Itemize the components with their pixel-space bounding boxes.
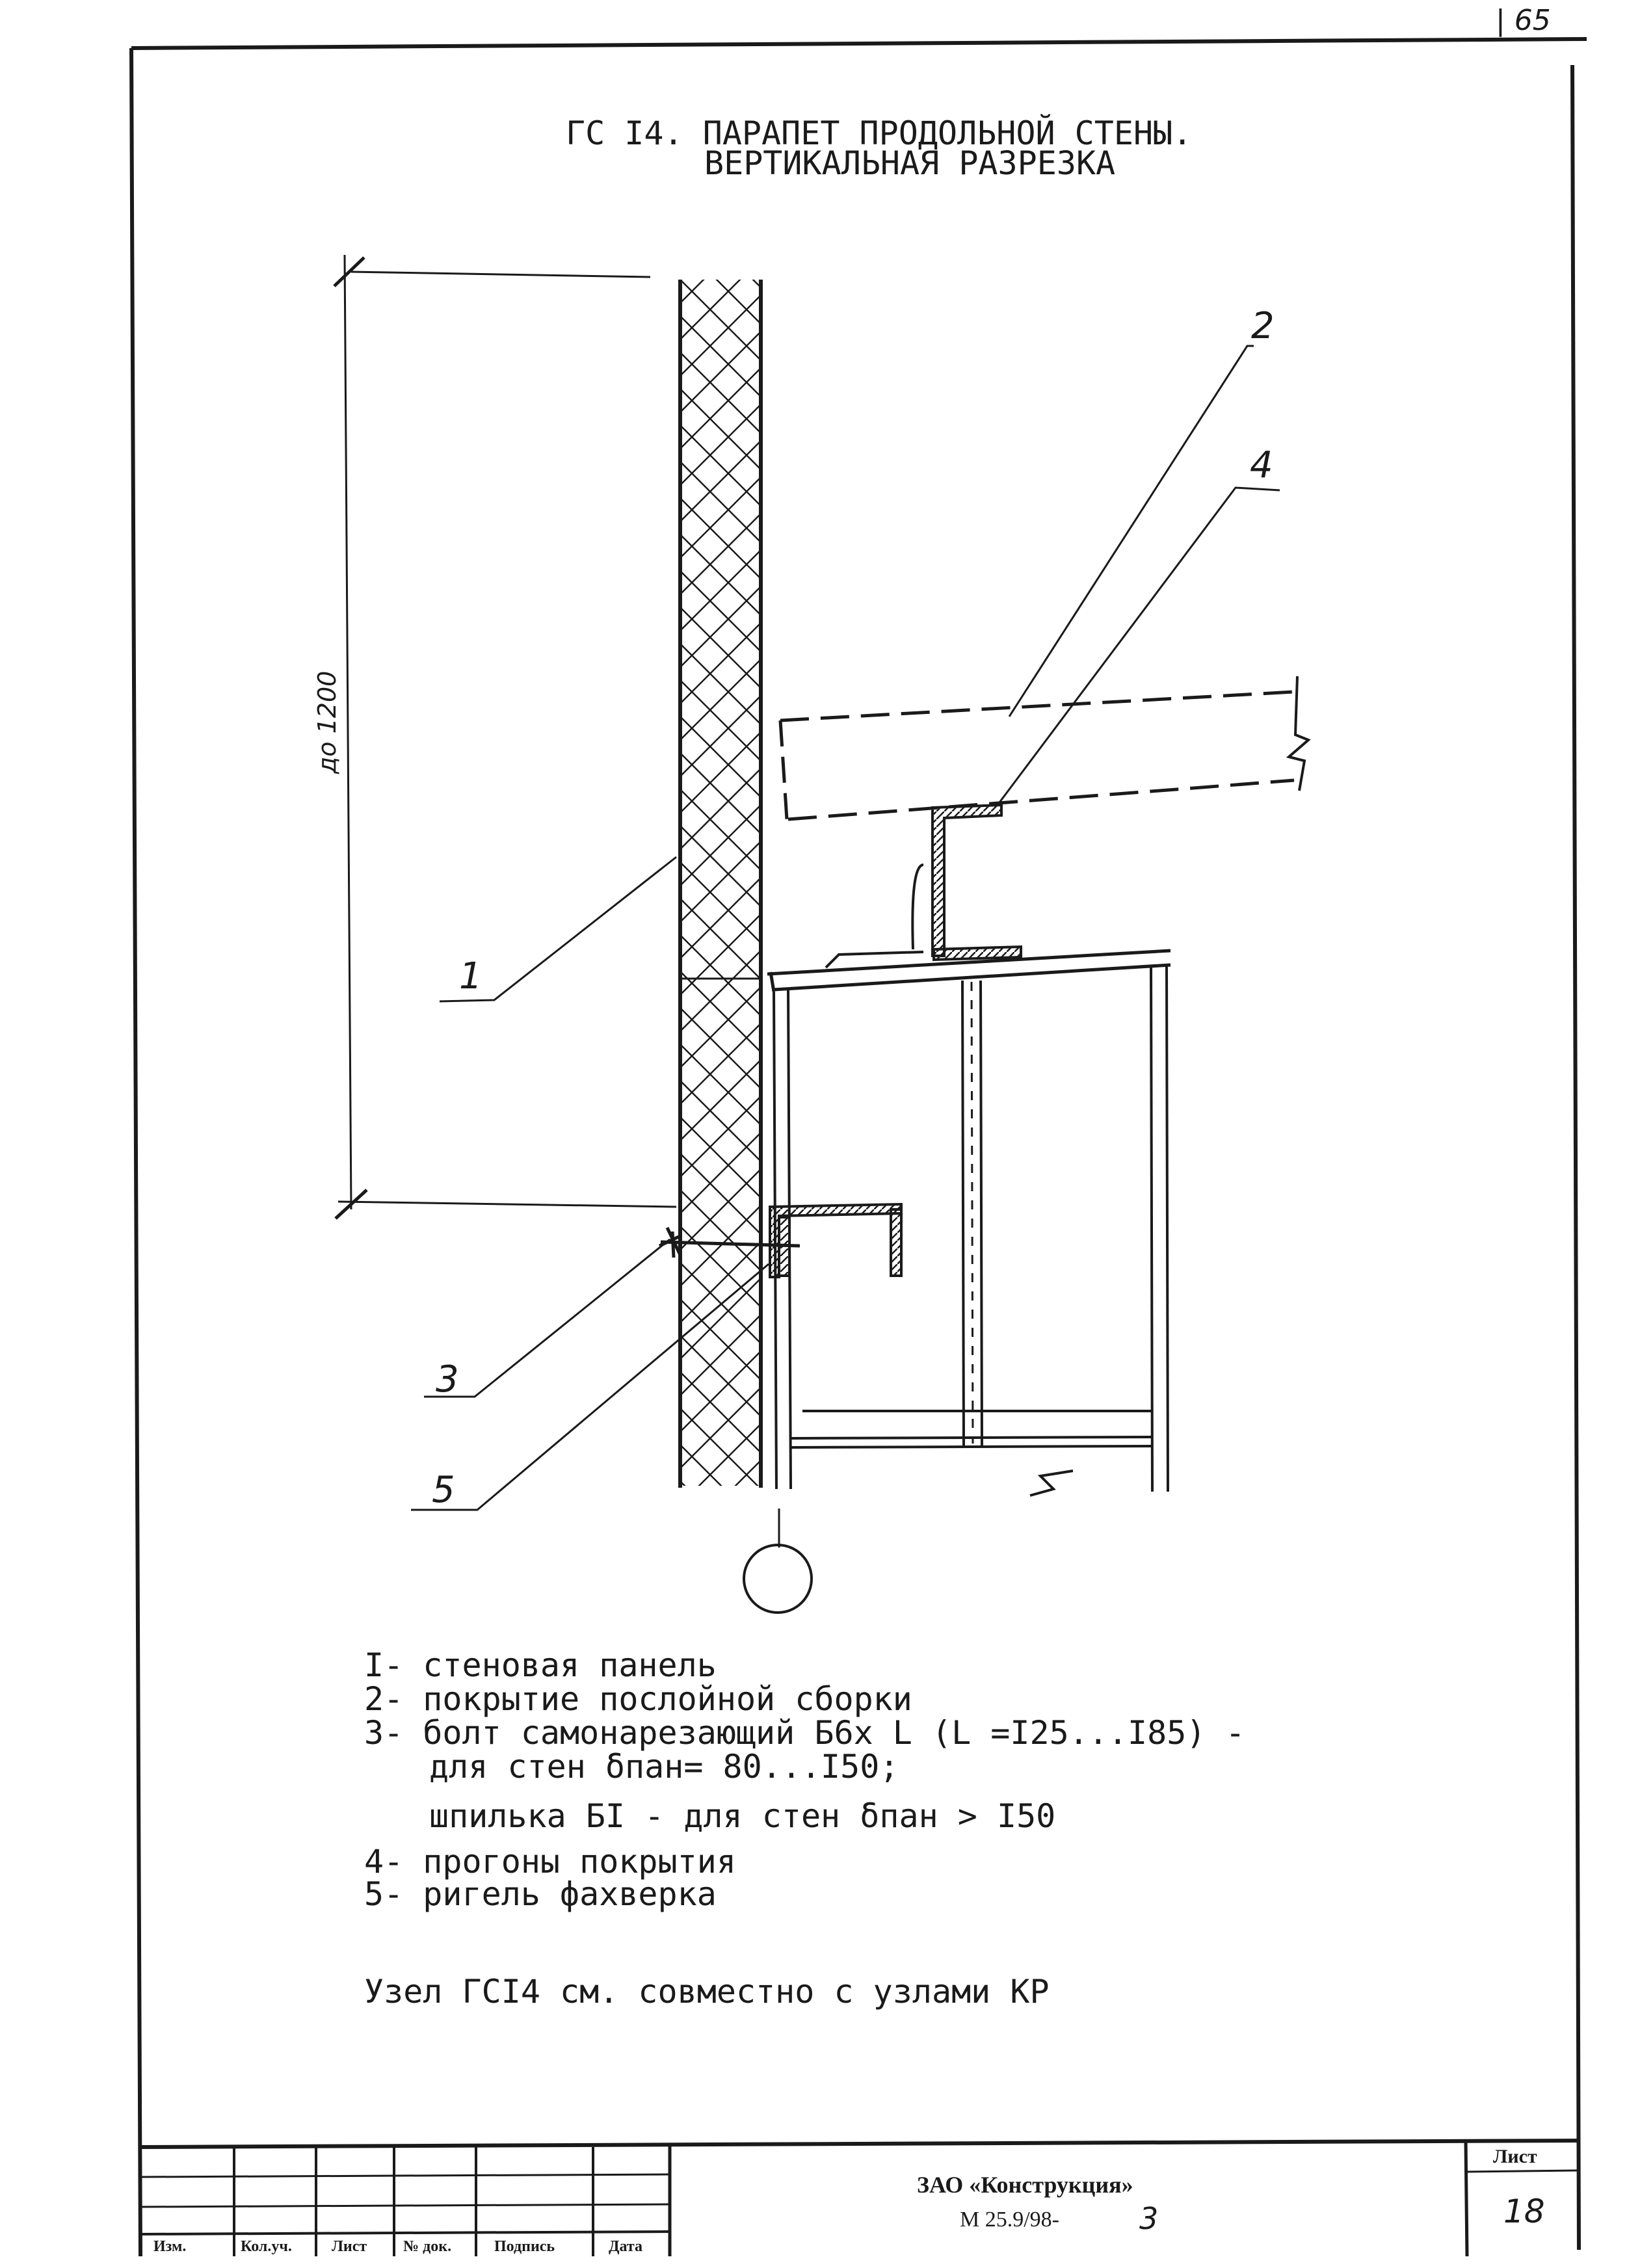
height-dimension (313, 255, 676, 1219)
title-block (140, 2141, 1579, 2256)
legend-item-2: 2- покрытие послойной сборки (364, 1680, 912, 1718)
legend-item-3-alt: шпилька БI - для стен δпан > I50 (429, 1797, 1056, 1835)
sheet-corner-number: | 65 (1496, 4, 1551, 37)
legend-item-5: 5- ригель фахверка (364, 1875, 717, 1913)
company-name: ЗАО «Конструкция» (917, 2172, 1133, 2198)
roof-covering (780, 676, 1308, 819)
title-line-2: ВЕРТИКАЛЬНАЯ РАЗРЕЗКА (704, 144, 1116, 182)
sheet-frame (131, 39, 1587, 2256)
callout-3: 3 (436, 1358, 459, 1401)
axis-marker (744, 1509, 812, 1613)
tb-header-date: Дата (609, 2238, 642, 2255)
legend-item-3: 3- болт самонарезающий Б6х L (L =I25...I85) - (364, 1714, 1245, 1752)
title-line-1: ГС I4. ПАРАПЕТ ПРОДОЛЬНОЙ СТЕНЫ. (566, 114, 1193, 152)
callout-leaders (411, 346, 1280, 1510)
dimension-label: до 1200 (313, 670, 341, 774)
tb-header-doc: № док. (403, 2238, 452, 2255)
sheet-label: Лист (1493, 2146, 1537, 2167)
assembly-note: Узел ГСI4 см. совместно с узлами КР (364, 1973, 1050, 2011)
tb-header-sheet: Лист (332, 2238, 367, 2255)
document-code: М 25.9/98- (960, 2208, 1059, 2232)
wall-panel (680, 280, 761, 1488)
callout-4: 4 (1250, 444, 1273, 486)
document-code-hand: 3 (1139, 2201, 1159, 2236)
legend-item-3-cont: для стен δпан= 80...I50; (429, 1748, 899, 1786)
supporting-frame (767, 951, 1171, 1496)
tb-header-signature: Подпись (494, 2238, 555, 2255)
callout-2: 2 (1251, 305, 1275, 347)
legend (364, 1646, 1245, 1913)
roof-purlin (826, 805, 1021, 968)
legend-item-4: 4- прогоны покрытия (364, 1843, 736, 1880)
drawing-title (566, 114, 1192, 182)
sheet-number: 18 (1503, 2193, 1545, 2230)
callout-5: 5 (432, 1469, 455, 1511)
callout-1: 1 (459, 955, 483, 997)
tb-header-count: Кол.уч. (241, 2238, 292, 2255)
tb-header-change: Изм. (153, 2238, 187, 2255)
legend-item-1: I- стеновая панель (364, 1646, 717, 1684)
